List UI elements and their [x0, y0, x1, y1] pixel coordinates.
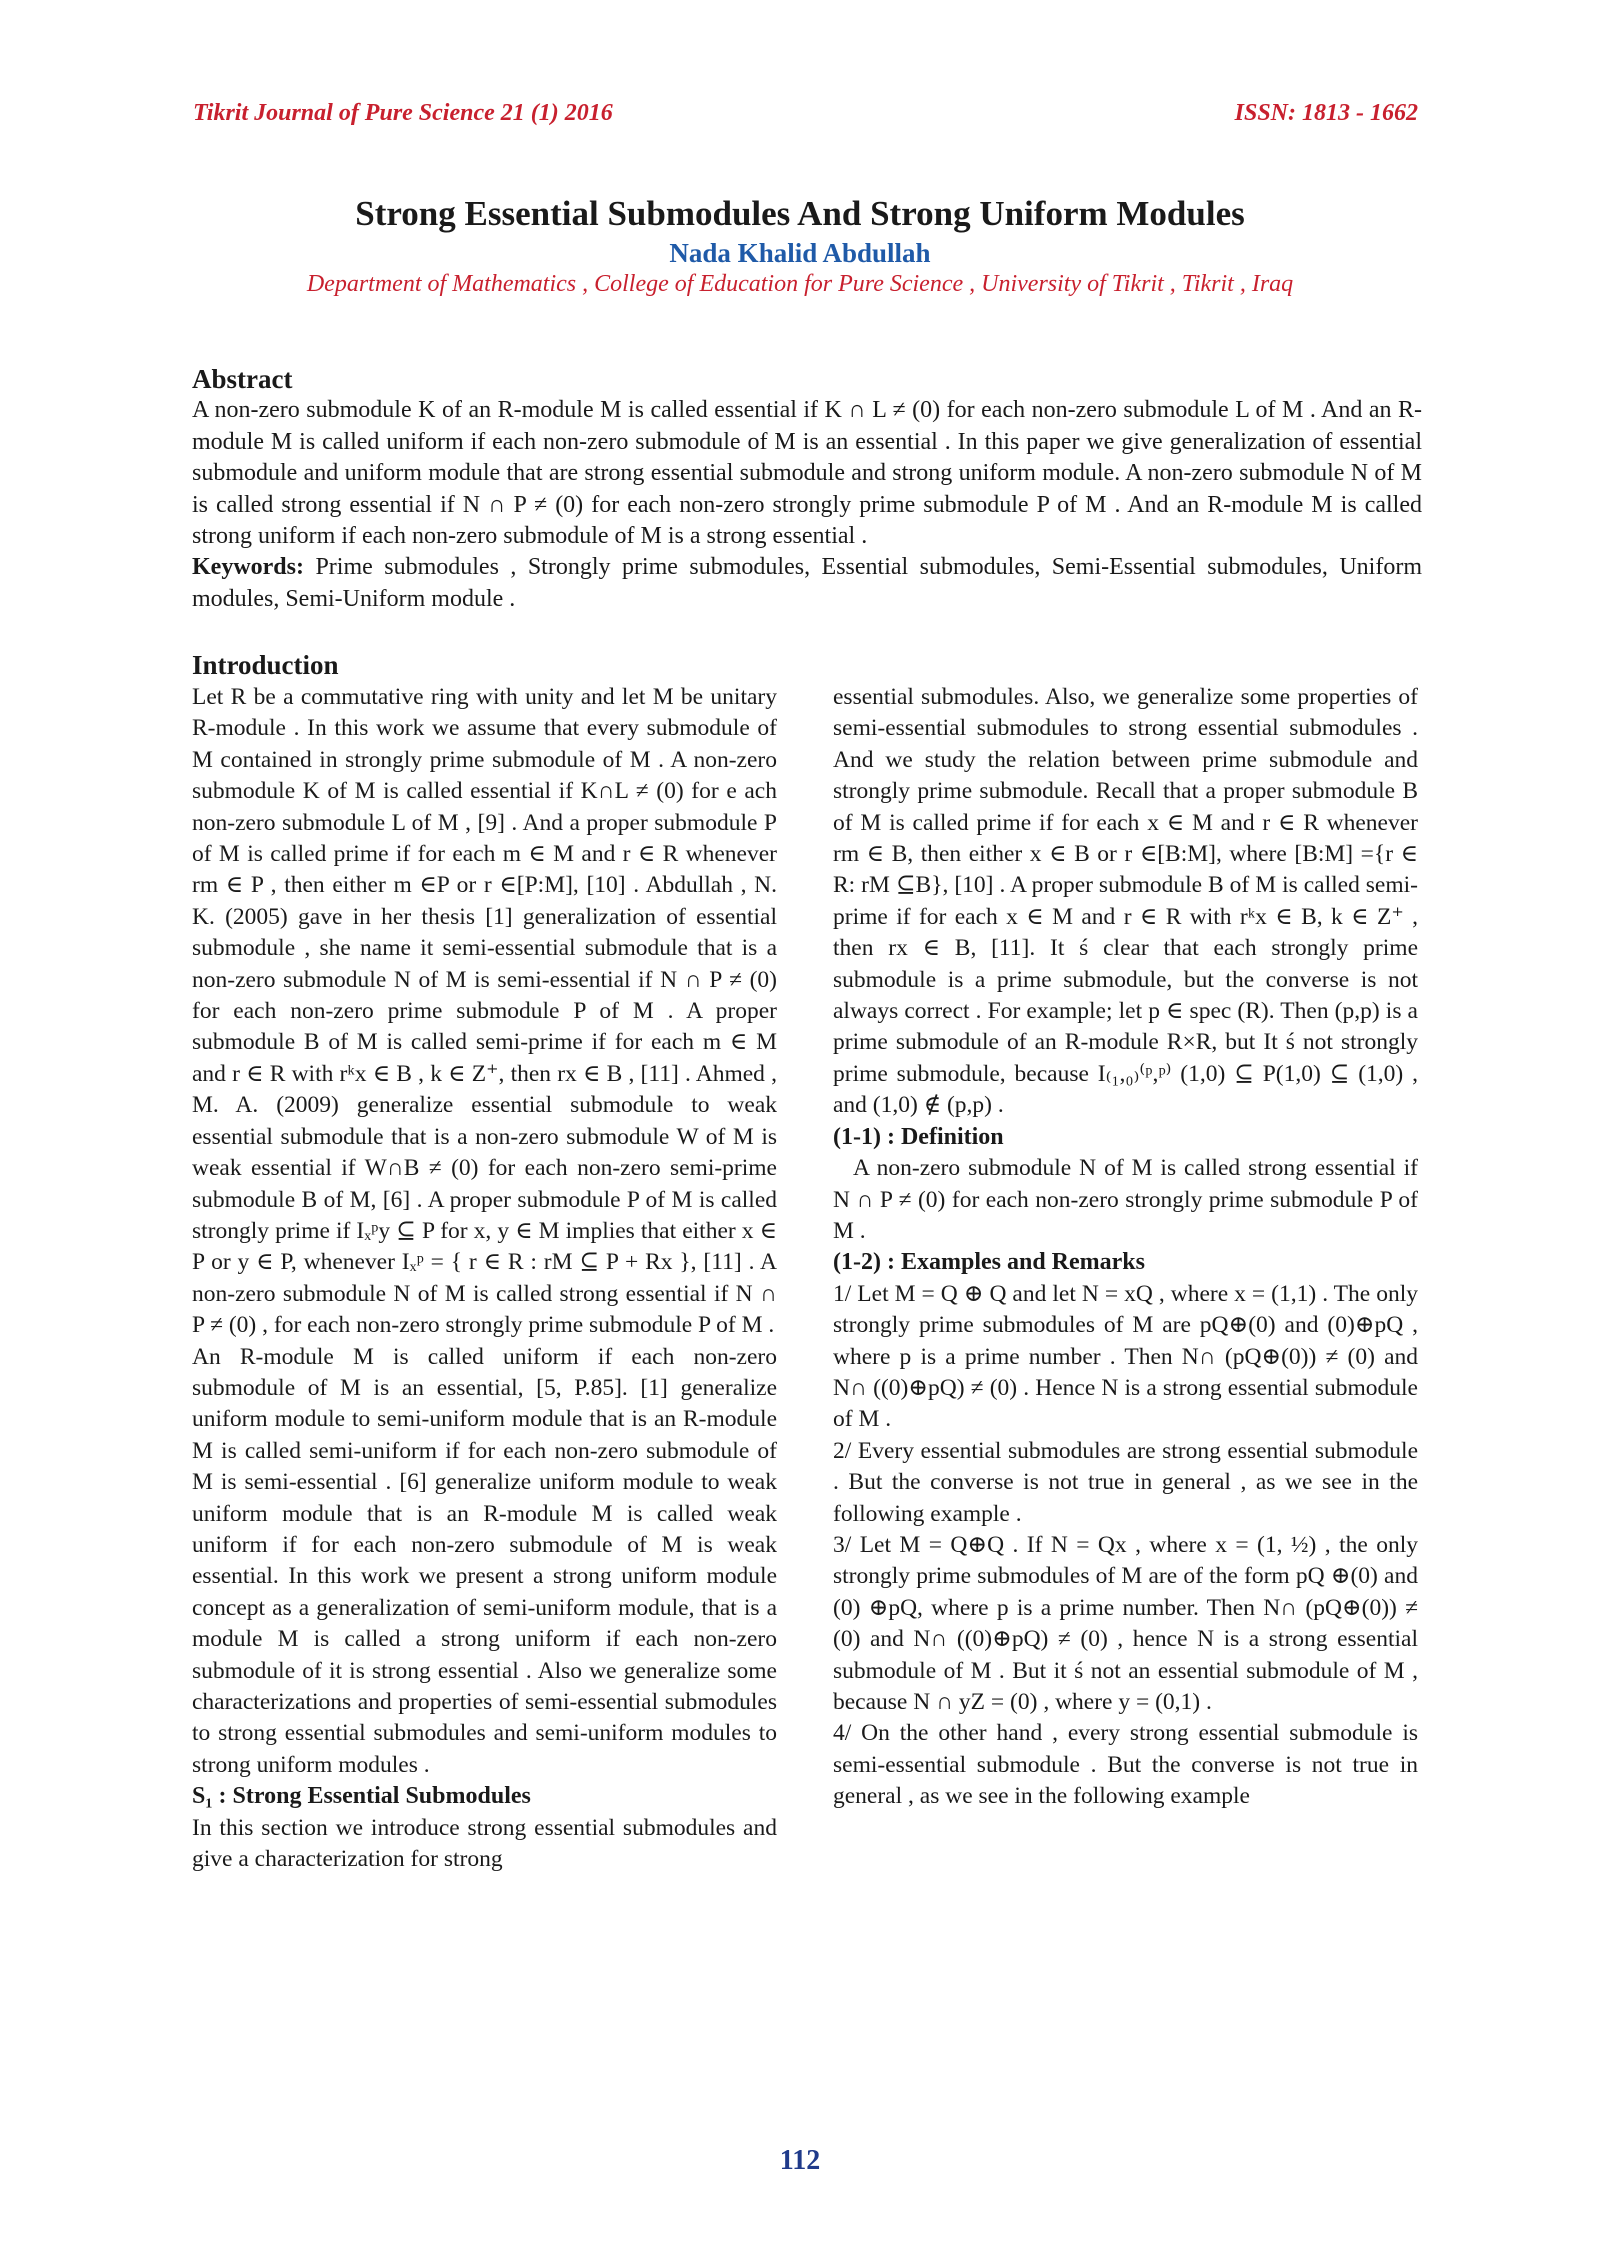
intro-paragraph-3: essential submodules. Also, we generalize some properties of semi-essential submodules to strong essential submodules . And we study the relation between prime submodule and strongly prime submodule. Recall that a proper submodule B of M is called prime if for each x ∈ M and r ∈ R whenever rm ∈ B, then either x ∈ B or r ∈[B:M], where [B:M] ={r ∈ R: rM ⊆B}, [10] . A proper submodule B of M is called semi-prime if for each x ∈ M and r ∈ R with rᵏx ∈ B, k ∈ Z⁺ , then rx ∈ B, [11]. It ś clear that each strongly prime submodule is a prime submodule, but the converse is not always correct . For example; let p ∈ spec (R). Then (p,p) is a prime submodule of an R-module R×R, but It ś not strongly prime submodule, because I₍₁,₀₎⁽ᵖ,ᵖ⁾ (1,0) ⊆ P(1,0) ⊆ (1,0) , and (1,0) ∉ (p,p) .	[833, 684, 1418, 1119]
definition-text: A non-zero submodule N of M is called strong essential if N ∩ P ≠ (0) for each non-zero strongly prime submodule P of M .	[833, 1155, 1418, 1244]
left-column	[192, 682, 777, 1875]
abstract-body: A non-zero submodule K of an R-module M is called essential if K ∩ L ≠ (0) for each non-zero submodule L of M . And an R-module M is called uniform if each non-zero submodule of M is an essential . In this paper we give generalization of essential submodule and uniform module that are strong essential submodule and strong uniform module. A non-zero submodule N of M is called strong essential if N ∩ P ≠ (0) for each non-zero strongly prime submodule P of M . And an R-module M is called strong uniform if each non-zero submodule of M is a strong essential .	[192, 397, 1422, 550]
author-name: Nada Khalid Abdullah	[669, 238, 931, 268]
definition-heading: (1-1) : Definition	[833, 1123, 1004, 1150]
abstract-heading: Abstract	[192, 364, 293, 394]
affiliation: Department of Mathematics , College of Education for Pure Science , University of Tikrit , Tikrit , Iraq	[306, 271, 1294, 297]
abstract-section	[192, 364, 1422, 615]
example-2: 2/ Every essential submodules are strong essential submodule . But the converse is not true in general , as we see in the following example .	[833, 1437, 1418, 1527]
intro-paragraph-1: Let R be a commutative ring with unity and let M be unitary R-module . In this work we assume that every submodule of M contained in strongly prime submodule of M . A non-zero submodule K of M is called essential if K∩L ≠ (0) for e ach non-zero submodule L of M , [9] . And a proper submodule P of M is called prime if for each m ∈ M and r ∈ R whenever rm ∈ P , then either m ∈P or r ∈[P:M], [10] . Abdullah , N. K. (2005) gave in her thesis [1] generalization of essential submodule , she name it semi-essential submodule that is a non-zero submodule N of M is semi-essential if N ∩ P ≠ (0) for each non-zero prime submodule P of M . A proper submodule B of M is called semi-prime if for each m ∈ M and r ∈ R with rᵏx ∈ B , k ∈ Z⁺, then rx ∈ B , [11] . Ahmed , M. A. (2009) generalize essential submodule to weak essential submodule that is a non-zero submodule W of M is weak essential if W∩B ≠ (0) for each non-zero semi-prime submodule B of M, [6] . A proper submodule P of M is called strongly prime if Iₓᵖy ⊆ P for x, y ∈ M implies that either x ∈ P or y ∈ P, whenever Iₓᵖ = { r ∈ R : rM ⊆ P + Rx }, [11] . A non-zero submodule N of M is called strong essential if N ∩ P ≠ (0) , for each non-zero strongly prime submodule P of M .	[192, 684, 777, 1339]
paper-title: Strong Essential Submodules And Strong Uniform Modules	[355, 194, 1245, 233]
section-s1-heading: S₁ : Strong Essential Submodules	[192, 1783, 531, 1810]
examples-heading: (1-2) : Examples and Remarks	[833, 1249, 1145, 1276]
example-4: 4/ On the other hand , every strong essential submodule is semi-essential submodule . But the converse is not true in general , as we see in the following example	[833, 1720, 1418, 1810]
intro-paragraph-2: An R-module M is called uniform if each non-zero submodule of M is an essential, [5, P.85]. [1] generalize uniform module to semi-uniform module that is an R-module M is called semi-uniform if for each non-zero submodule of M is semi-essential . [6] generalize uniform module to weak uniform module that is an R-module M is called weak uniform if for each non-zero submodule of M is weak essential. In this work we present a strong uniform module concept as a generalization of semi-uniform module, that is a module M is called a strong uniform if each non-zero submodule of it is strong essential . Also we generalize some characterizations and properties of semi-essential submodules to strong essential submodules and semi-uniform modules to strong uniform modules .	[192, 1343, 777, 1778]
issn-header: ISSN: 1813 - 1662	[1234, 100, 1418, 126]
right-column	[833, 682, 1418, 1813]
introduction-heading: Introduction	[192, 650, 339, 680]
section-s1-text: In this section we introduce strong essential submodules and give a characterization for strong	[192, 1814, 777, 1873]
keywords-label: Keywords:	[192, 554, 304, 581]
example-3: 3/ Let M = Q⊕Q . If N = Qx , where x = (1, ½) , the only strongly prime submodules of M are of the form pQ ⊕(0) and (0) ⊕pQ, where p is a prime number. Then N∩ (pQ⊕(0)) ≠ (0) and N∩ ((0)⊕pQ) ≠ (0) , hence N is a strong essential submodule of M . But it ś not an essential submodule of M , because N ∩ yZ = (0) , where y = (0,1) .	[833, 1531, 1418, 1715]
example-1: 1/ Let M = Q ⊕ Q and let N = xQ , where x = (1,1) . The only strongly prime submodules of M are pQ⊕(0) and (0)⊕pQ , where p is a prime number . Then N∩ (pQ⊕(0)) ≠ (0) and N∩ ((0)⊕pQ) ≠ (0) . Hence N is a strong essential submodule of M .	[833, 1280, 1418, 1433]
page-number: 112	[779, 2145, 821, 2176]
journal-header: Tikrit Journal of Pure Science 21 (1) 2016	[193, 100, 613, 126]
keywords	[192, 552, 1422, 615]
keywords-list: Prime submodules , Strongly prime submodules, Essential submodules, Semi-Essential submodules, Uniform modules, Semi-Uniform module .	[192, 554, 1422, 612]
